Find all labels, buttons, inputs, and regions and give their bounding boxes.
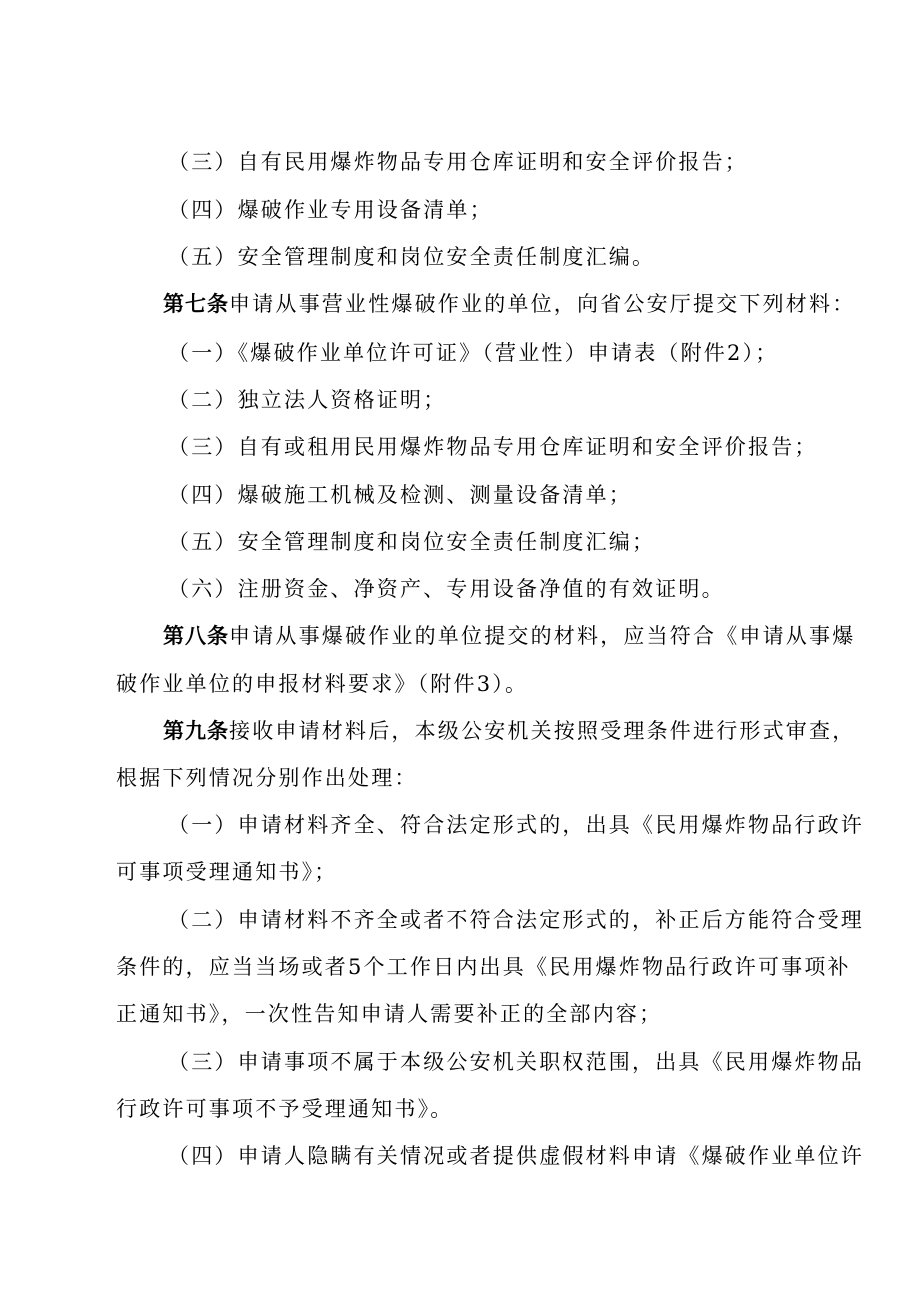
list-item-4-machinery	[0, 481, 920, 509]
list-item-2-legal-person	[0, 386, 920, 414]
article-title: 第七条	[163, 292, 229, 316]
list-item-4-equipment	[0, 196, 920, 224]
handling-item-2	[0, 906, 920, 934]
article-8	[0, 622, 920, 650]
article-9	[0, 717, 920, 745]
list-item-6-capital-proof	[0, 575, 920, 603]
line-text: （二）申请材料不齐全或者不符合法定形式的，补正后方能符合受理	[168, 908, 864, 932]
line-text: 正通知书》，一次性告知申请人需要补正的全部内容；	[116, 1002, 663, 1026]
list-item-3-warehouse-rented	[0, 433, 920, 461]
list-item-1-application-form	[0, 339, 920, 367]
list-item-3-warehouse	[0, 148, 920, 176]
handling-item-3	[0, 1048, 920, 1076]
handling-item-2-continued-2	[0, 1000, 920, 1028]
handling-item-4	[0, 1142, 920, 1170]
line-text: 申请从事营业性爆破作业的单位，向省公安厅提交下列材料：	[229, 292, 856, 316]
line-text: 条件的，应当当场或者5个工作日内出具《民用爆炸物品行政许可事项补	[116, 955, 851, 979]
handling-item-3-continued	[0, 1095, 920, 1123]
line-text: （二）独立法人资格证明；	[168, 388, 447, 412]
handling-item-2-continued	[0, 953, 920, 981]
line-text: （一）《爆破作业单位许可证》（营业性）申请表（附件2）；	[168, 341, 779, 365]
handling-item-1-continued	[0, 858, 920, 886]
line-text: （四）申请人隐瞒有关情况或者提供虚假材料申请《爆破作业单位许	[168, 1144, 864, 1168]
line-text: （三）自有民用爆炸物品专用仓库证明和安全评价报告；	[168, 150, 748, 174]
article-7	[0, 290, 920, 318]
handling-item-1	[0, 811, 920, 839]
article-title: 第八条	[163, 624, 229, 648]
article-title: 第九条	[163, 719, 229, 743]
line-text: 可事项受理通知书》；	[116, 860, 338, 884]
article-8-continued	[0, 670, 920, 698]
line-text: （四）爆破施工机械及检测、测量设备清单；	[168, 483, 632, 507]
list-item-5-safety-system	[0, 243, 920, 271]
line-text: （三）申请事项不属于本级公安机关职权范围，出具《民用爆炸物品	[168, 1050, 864, 1074]
line-text: （一）申请材料齐全、符合法定形式的，出具《民用爆炸物品行政许	[168, 813, 864, 837]
line-text: 接收申请材料后，本级公安机关按照受理条件进行形式审查，	[229, 719, 856, 743]
article-9-continued	[0, 764, 920, 792]
line-text: 根据下列情况分别作出处理：	[116, 766, 418, 790]
line-text: 申请从事爆破作业的单位提交的材料，应当符合《申请从事爆	[229, 624, 856, 648]
line-text: （五）安全管理制度和岗位安全责任制度汇编。	[168, 245, 656, 269]
line-text: 破作业单位的申报材料要求》（附件3）。	[116, 672, 529, 696]
line-text: （三）自有或租用民用爆炸物品专用仓库证明和安全评价报告；	[168, 435, 818, 459]
line-text: （五）安全管理制度和岗位安全责任制度汇编；	[168, 530, 656, 554]
line-text: （六）注册资金、净资产、专用设备净值的有效证明。	[168, 577, 725, 601]
line-text: （四）爆破作业专用设备清单；	[168, 198, 493, 222]
line-text: 行政许可事项不予受理通知书》。	[116, 1097, 454, 1121]
list-item-5-safety-system	[0, 528, 920, 556]
